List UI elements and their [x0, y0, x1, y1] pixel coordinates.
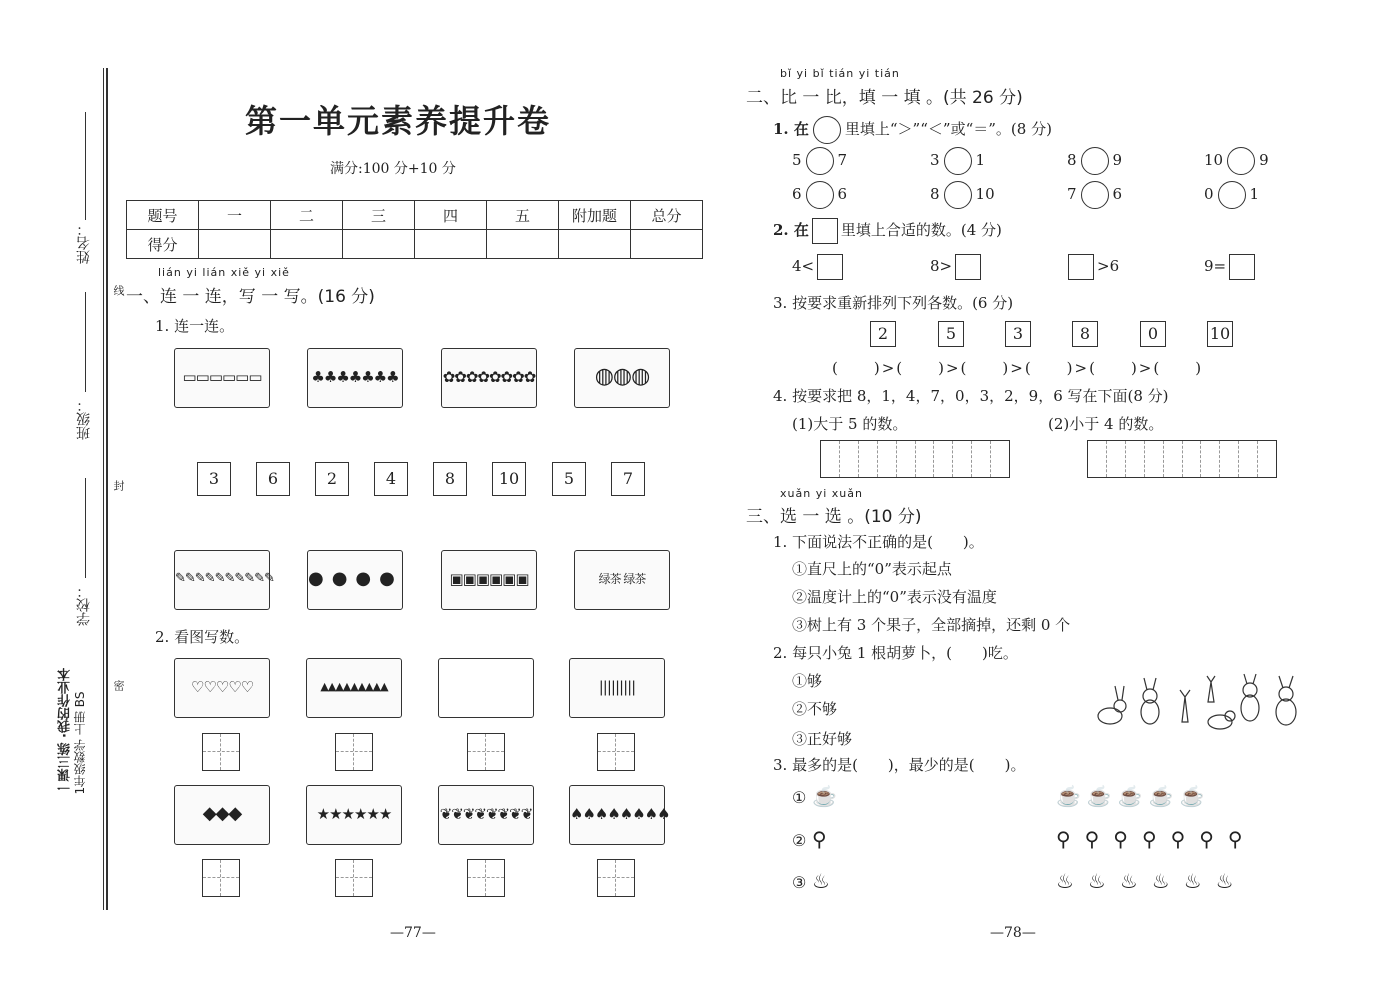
fill-text: >6 — [1097, 257, 1120, 275]
answer-grid-box[interactable] — [467, 859, 505, 897]
picture-empty — [438, 658, 534, 718]
sec3-pinyin: xuǎn yi xuǎn — [780, 487, 863, 500]
header-cell: 二 — [271, 201, 343, 230]
score-cell[interactable] — [559, 230, 631, 259]
page-number-right: —78— — [990, 925, 1036, 941]
picture-balloons — [174, 658, 270, 718]
fill-box[interactable] — [817, 254, 843, 280]
fill-box[interactable] — [955, 254, 981, 280]
teacup-icon: ☕ — [812, 784, 843, 808]
sec3-q3: 3. 最多的是( )，最少的是( )。 — [773, 756, 1026, 774]
fill-item — [1204, 254, 1258, 280]
answer-grid-box[interactable] — [202, 733, 240, 771]
compare-left: 7 — [1067, 185, 1077, 203]
compare-left: 0 — [1204, 185, 1214, 203]
compare-left: 8 — [930, 185, 940, 203]
page-title: 第一单元素养提升卷 — [245, 102, 552, 140]
sec3-q1: 1. 下面说法不正确的是( )。 — [773, 533, 984, 551]
q1-instruction: 里填上“＞”“＜”或“＝”。(8 分) — [844, 120, 1052, 138]
pic-content: ◍◍◍ — [594, 364, 650, 389]
compare-item — [1067, 147, 1122, 175]
compare-left: 3 — [930, 151, 940, 169]
pic-content: ▭▭▭▭▭▭ — [182, 368, 262, 386]
pic-content: ♣♣♣♣♣♣♣ — [311, 368, 399, 386]
name-underline — [85, 112, 86, 220]
compare-item — [792, 147, 847, 175]
picture-mushrooms — [569, 785, 670, 845]
score-cell[interactable] — [343, 230, 415, 259]
sec3-q2-option: ①够 — [792, 672, 823, 690]
binding-line-inner — [103, 68, 104, 910]
pic-content: 绿茶 绿茶 — [598, 572, 646, 586]
q1-prefix: 1. 在 — [773, 120, 809, 138]
score-table-header-row — [127, 201, 703, 230]
answer-grid-less[interactable] — [1087, 440, 1277, 478]
square-blank-icon — [812, 218, 838, 244]
sec2-q3: 3. 按要求重新排列下列各数。(6 分) — [773, 294, 1014, 312]
page-number-left: —77— — [390, 925, 436, 941]
fill-box[interactable] — [1068, 254, 1094, 280]
answer-grid-box[interactable] — [202, 859, 240, 897]
header-cell: 三 — [343, 201, 415, 230]
score-table — [126, 200, 703, 259]
class-underline — [85, 292, 86, 392]
compare-right: 9 — [1259, 151, 1269, 169]
pic-content: ▣▣▣▣▣▣ — [449, 570, 529, 588]
teacup-row: ☕☕☕☕☕ — [1056, 784, 1211, 808]
q3-option-3: ③ — [792, 873, 807, 892]
school-label: 学校： — [76, 584, 92, 626]
picture-hens — [174, 785, 270, 845]
compare-left: 5 — [792, 151, 802, 169]
sort-answer-line[interactable]: ( )>( )>( )>( )>( )>( ) — [832, 359, 1204, 377]
fill-text: 4< — [792, 257, 815, 275]
compare-circle[interactable] — [1218, 181, 1246, 209]
book-info: 1年级数学 上册 BS — [73, 691, 87, 795]
number-box[interactable]: 8 — [433, 462, 467, 496]
picture-apples — [307, 550, 403, 610]
compare-circle[interactable] — [1227, 147, 1255, 175]
score-cell[interactable] — [631, 230, 703, 259]
pic-content: ◆◆◆ — [202, 803, 242, 824]
pic-content: ✿✿✿✿✿✿✿✿ — [442, 368, 536, 386]
cupcake-row: ♨♨♨♨♨♨ — [1056, 869, 1248, 893]
compare-right: 7 — [837, 151, 848, 169]
number-box[interactable]: 3 — [197, 462, 231, 496]
number-box[interactable]: 4 — [374, 462, 408, 496]
sec3-q2: 2. 每只小兔 1 根胡萝卜，( )吃。 — [773, 644, 1018, 662]
compare-left: 10 — [1204, 151, 1224, 169]
sec2-pinyin: bǐ yi bǐ tián yi tián — [780, 67, 900, 80]
row-label: 得分 — [127, 230, 199, 259]
number-box[interactable]: 6 — [256, 462, 290, 496]
header-cell: 总分 — [631, 201, 703, 230]
compare-right: 10 — [975, 185, 995, 203]
seal-line-2: 封 — [112, 480, 125, 491]
number-box[interactable]: 7 — [611, 462, 645, 496]
score-table-score-row — [127, 230, 703, 259]
sec1-title: 一、连 一 连，写 一 写。(16 分) — [126, 287, 375, 307]
compare-left: 8 — [1067, 151, 1077, 169]
header-cell: 五 — [487, 201, 559, 230]
score-cell[interactable] — [271, 230, 343, 259]
rabbits-carrots-illustration — [1090, 672, 1310, 734]
sort-number: 5 — [938, 321, 964, 347]
fill-item — [930, 254, 984, 280]
picture-flowers — [441, 348, 537, 408]
sec2-q4: 4. 按要求把 8，1，4，7，0，3，2，9，6 写在下面(8 分) — [773, 387, 1169, 405]
sec3-title: 三、选 一 选 。(10 分) — [746, 507, 922, 527]
compare-item — [1204, 147, 1269, 175]
compare-item — [1204, 181, 1259, 209]
sec1-q1: 1. 连一连。 — [155, 317, 235, 335]
seal-line-3: 密 — [112, 680, 125, 691]
picture-pencils — [174, 550, 274, 610]
sec3-q1-option: ③树上有 3 个果子，全部摘掉，还剩 0 个 — [792, 616, 1071, 634]
compare-right: 6 — [1112, 185, 1123, 203]
circle-blank-icon — [813, 116, 841, 144]
answer-grid-box[interactable] — [597, 859, 635, 897]
binding-line — [106, 68, 108, 910]
brand-logo — [58, 668, 88, 794]
full-score: 满分:100 分+10 分 — [330, 161, 456, 177]
sort-number: 3 — [1005, 321, 1031, 347]
header-cell: 四 — [415, 201, 487, 230]
score-cell[interactable] — [415, 230, 487, 259]
fill-text: 8> — [930, 257, 953, 275]
number-box[interactable]: 10 — [492, 462, 526, 496]
sec1-q2: 2. 看图写数。 — [155, 628, 250, 646]
answer-grid-box[interactable] — [467, 733, 505, 771]
compare-circle[interactable] — [944, 181, 972, 209]
sort-number: 0 — [1140, 321, 1166, 347]
header-cell: 题号 — [127, 201, 199, 230]
picture-bricks — [174, 348, 270, 408]
pic-content: ♠♠♠♠♠♠♠♠ — [570, 805, 670, 823]
picture-pens — [569, 658, 665, 718]
compare-right: 6 — [837, 185, 848, 203]
compare-item — [930, 147, 985, 175]
pic-content: ❦❦❦❦❦❦❦❦ — [439, 805, 533, 823]
sec3-q1-option: ②温度计上的“0”表示没有温度 — [792, 588, 997, 606]
compare-right: 1 — [1249, 185, 1260, 203]
sec2-q4a: (1)大于 5 的数。 — [792, 415, 908, 433]
sec3-q2-option: ③正好够 — [792, 730, 853, 748]
q3-option-2: ② — [792, 831, 807, 850]
cupcake-icon: ♨ — [812, 869, 836, 893]
sort-number: 8 — [1072, 321, 1098, 347]
header-cell: 附加题 — [559, 201, 631, 230]
score-cell[interactable] — [487, 230, 559, 259]
q2-instruction: 里填上合适的数。(4 分) — [840, 221, 1002, 239]
compare-circle[interactable] — [944, 147, 972, 175]
picture-ducks — [306, 658, 402, 718]
fill-text: 9= — [1204, 257, 1227, 275]
compare-right: 1 — [975, 151, 986, 169]
class-label: 班级： — [76, 398, 92, 440]
fill-box[interactable] — [1229, 254, 1255, 280]
fill-item — [792, 254, 846, 280]
fill-item — [1065, 254, 1119, 280]
sort-number: 10 — [1207, 321, 1233, 347]
compare-item — [792, 181, 847, 209]
seal-line-1: 线 — [112, 285, 125, 296]
spoon-row: ⚲⚲⚲⚲⚲⚲⚲ — [1056, 827, 1257, 851]
picture-pumpkins — [574, 348, 670, 408]
sec1-pinyin: lián yi lián xiě yi xiě — [158, 266, 290, 279]
sec2-q2 — [773, 218, 1002, 244]
number-box[interactable]: 5 — [552, 462, 586, 496]
sec2-title: 二、比 一 比，填 一 填 。(共 26 分) — [746, 88, 1023, 108]
compare-item — [1067, 181, 1122, 209]
score-cell[interactable] — [199, 230, 271, 259]
picture-trees — [307, 348, 403, 408]
answer-grid-box[interactable] — [335, 859, 373, 897]
sec3-q1-option: ①直尺上的“0”表示起点 — [792, 560, 952, 578]
header-cell: 一 — [199, 201, 271, 230]
number-box[interactable]: 2 — [315, 462, 349, 496]
compare-circle[interactable] — [806, 181, 834, 209]
pic-content: ▲▲▲▲▲▲▲▲▲ — [320, 680, 388, 693]
sort-number: 2 — [870, 321, 896, 347]
pic-content: ♡♡♡♡♡ — [190, 678, 254, 696]
answer-grid-box[interactable] — [335, 733, 373, 771]
picture-starfish — [306, 785, 402, 845]
compare-circle[interactable] — [1081, 181, 1109, 209]
pic-content: ✎✎✎✎✎✎✎✎✎✎ — [175, 571, 274, 586]
sec3-q2-option: ②不够 — [792, 700, 838, 718]
picture-cans — [441, 550, 537, 610]
pic-content: ●●●● — [308, 568, 403, 589]
picture-leaves — [438, 785, 534, 845]
compare-item — [930, 181, 995, 209]
brand-name: 一课三练 ·我的作业本 — [58, 668, 73, 795]
pic-content: ★★★★★★ — [316, 805, 392, 823]
compare-left: 6 — [792, 185, 802, 203]
name-label: 姓名： — [76, 222, 92, 264]
pic-content: ||||||||| — [598, 678, 636, 696]
compare-circle[interactable] — [806, 147, 834, 175]
answer-grid-box[interactable] — [597, 733, 635, 771]
sec2-q4b: (2)小于 4 的数。 — [1048, 415, 1164, 433]
sec2-q1 — [773, 116, 1052, 144]
answer-grid-greater[interactable] — [820, 440, 1010, 478]
compare-circle[interactable] — [1081, 147, 1109, 175]
school-underline — [85, 478, 86, 578]
q3-option-1: ① — [792, 788, 807, 807]
compare-right: 9 — [1112, 151, 1123, 169]
picture-tea-jars — [574, 550, 670, 610]
spoon-icon: ⚲ — [812, 827, 833, 851]
q2-prefix: 2. 在 — [773, 221, 809, 239]
